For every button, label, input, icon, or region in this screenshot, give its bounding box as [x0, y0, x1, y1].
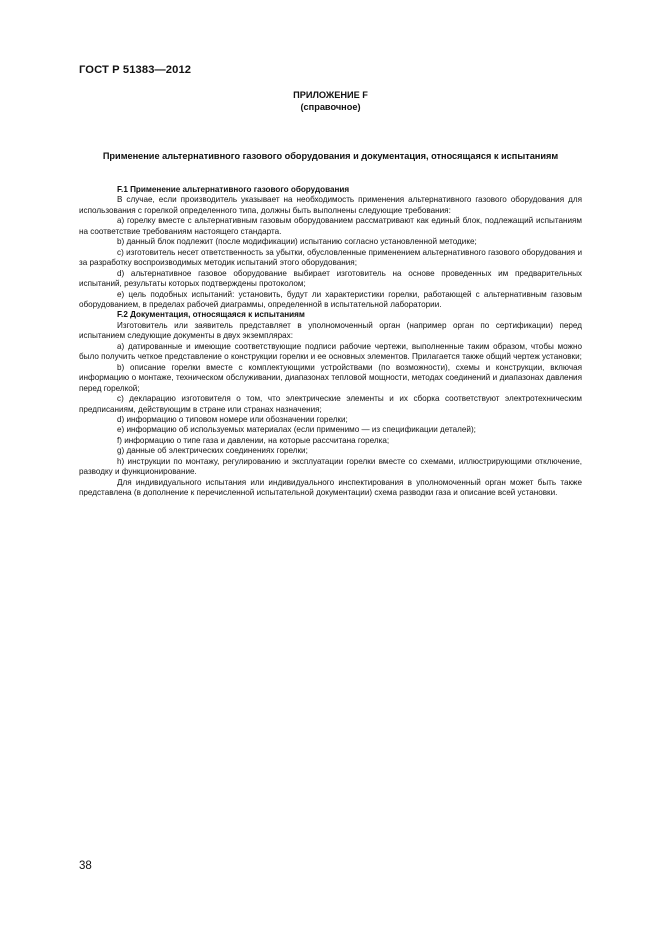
paragraph: В случае, если производитель указывает на необходимость применения альтернативного газового оборудования для использования с горелкой определенного типа, должны быть выполнены следующие требования: — [79, 195, 582, 215]
list-item: b) описание горелки вместе с комплектующими устройствами (по возможности), схемы и конструкции, включая информацию о монтаже, техническом обслуживании, диапазонах тепловой мощности, методах соединений и диапазонах давления перед горелкой; — [79, 362, 582, 393]
list-item: е) информацию об используемых материалах (если применимо — из спецификации деталей); — [117, 425, 476, 435]
document-title: Применение альтернативного газового оборудования и документация, относящаяся к испытаниям — [102, 151, 559, 161]
list-item: е) цель подобных испытаний: установить, будут ли характеристики горелки, работающей с альтернативным газовым оборудованием, в пределах рабочей диаграммы, определенной в испытательной лаборатории. — [79, 289, 582, 309]
list-item: g) данные об электрических соединениях горелки; — [117, 446, 308, 456]
appendix-subtitle: (справочное) — [300, 102, 361, 112]
list-item: с) декларацию изготовителя о том, что электрические элементы и их сборка соответствуют электротехническим предписаниям, действующим в стране или странах назначения; — [79, 394, 582, 414]
section-heading: F.1 Применение альтернативного газового оборудования — [117, 185, 350, 194]
page-number: 38 — [79, 860, 92, 872]
list-item: b) данный блок подлежит (после модификации) испытанию согласно установленной методике; — [117, 237, 477, 247]
section-heading: F.2 Документация, относящаяся к испытаниям — [117, 310, 305, 320]
appendix-title: ПРИЛОЖЕНИЕ F — [293, 90, 368, 100]
list-item: d) альтернативное газовое оборудование выбирает изготовитель на основе проведенных им предварительных испытаний, результаты которых подтверждены протоколом; — [79, 268, 582, 289]
paragraph: Для индивидуального испытания или индивидуального инспектирования в уполномоченный орган может быть также представлена (в дополнение к перечисленной испытательной документации) схема разводки газа и описание всей установки. — [79, 477, 582, 498]
list-item: d) информацию о типовом номере или обозначении горелки; — [117, 414, 348, 424]
list-item: с) изготовитель несет ответственность за убытки, обусловленные применением альтернативного газового оборудования и за разработку воспроизводимых методик испытаний этого оборудования; — [79, 247, 582, 268]
standard-code: ГОСТ Р 51383—2012 — [79, 64, 192, 76]
appendix-heading — [79, 89, 582, 113]
list-item: h) инструкции по монтажу, регулированию и эксплуатации горелки вместе со схемами, иллюстрирующими отключение, разводку и функционирование. — [79, 456, 582, 477]
list-item: а) горелку вместе с альтернативным газовым оборудованием рассматривают как единый блок, подлежащий испытаниям на соответствие требованиям настоящего стандарта. — [79, 216, 582, 236]
list-item: f) информацию о типе газа и давлении, на которые рассчитана горелка; — [117, 435, 390, 445]
paragraph: Изготовитель или заявитель представляет в уполномоченный орган (например орган по сертификации) перед испытанием следующие документы в двух экземплярах: — [79, 320, 582, 341]
document-body — [79, 185, 582, 499]
list-item: а) датированные и имеющие соответствующие подписи рабочие чертежи, выполненные таким образом, чтобы можно было получить четкое представление о конструкции горелки и ее основных элементов. Прилагается также общий чертеж установки; — [79, 341, 582, 362]
